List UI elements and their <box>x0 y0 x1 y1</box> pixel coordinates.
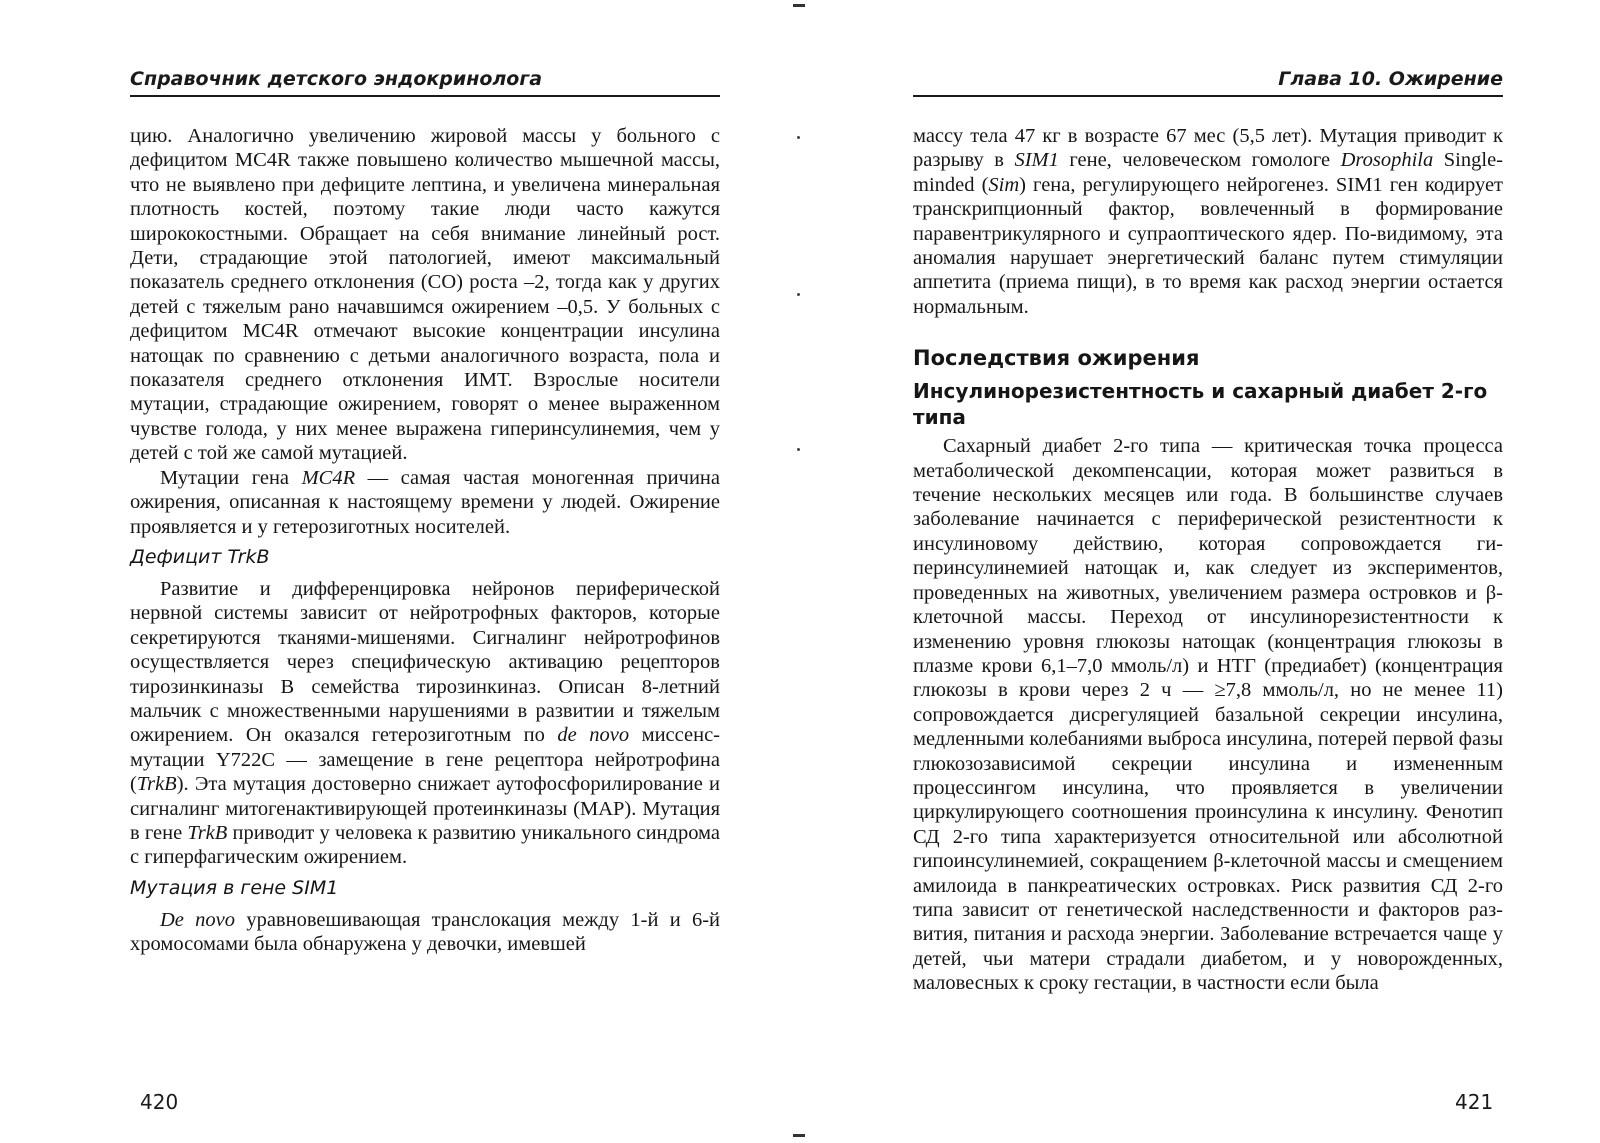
paragraph: массу тела 47 кг в возрасте 67 мес (5,5 лет). Мутация приводит к разрыву в SIM1 гене, человеческом гомологе Drosophila Single-minded (Sim) гена, регулирующего нейрогенез. SIM1 ген кодирует транскрипционный фактор, вовлеченный в формирование паравентрикулярного и супраоптического ядер. По-видимому, эта аномалия нарушает энергетический баланс путем стимуляции аппетита (приема пищи), в то время как расход энергии остается нормальным. <box>913 125 1503 318</box>
section-subheading: Дефицит TrkB <box>130 545 270 568</box>
gene-name: TrkB <box>136 773 177 796</box>
left-page-body <box>130 124 720 957</box>
section-subheading: Мутация в гене SIM1 <box>130 876 339 899</box>
gene-name: SIM1 <box>1014 149 1059 172</box>
gene-name: MC4R <box>301 466 356 489</box>
term-italic: de novo <box>557 724 630 747</box>
right-page-body <box>913 124 1503 996</box>
paragraph: Сахарный диабет 2-го типа — критическая точка процесса метаболической декомпенсации, которая может развиться в течение нескольких месяцев или года. В большинстве случаев заболевание начинается с периферической резистентности к инсулиновому действию, которая сопровождается гиперинсулинемией натощак и, как следует из экспериментов, проведенных на животных, увеличением размера островков и β-клеточной массы. Переход от инсулинорезистентности к изменению уровня глюкозы натощак (концентрация глюкозы в плазме крови 6,1–7,0 ммоль/л) и НТГ (предиабет) (концентрация глюкозы в крови через 2 ч — ≥7,8 ммоль/л, но не менее 11) сопровождается дисрегуляцией базальной секреции инсулина, медленными колебаниями выброса инсулина, потерей первой фазы глюкозозависимой секреции инсулина и измененным процессингом инсулина, что проявляется в увеличении циркулирующего соотношения проинсулина к инсулину. Фенотип СД 2-го типа характеризуется относительной или абсолютной гипоинсулинемией, сокращением β-клеточной массы и смещением амилоида в панкреатических островках. Риск развития СД 2-го типа зависит от генетической наследственности и факторов развития, питания и расхода энергии. Заболевание встречается чаще у детей, чьи матери страдали диабетом, и у новорожденных, маловесных к сроку гестации, в частности если была <box>913 435 1503 995</box>
page-number: 421 <box>1455 1090 1494 1114</box>
subsection-heading: Инсулинорезистентность и сахарный диабет 2-го типа <box>913 379 1488 430</box>
right-page <box>800 0 1600 1143</box>
paragraph: Развитие и дифференцировка нейронов периферической нервной системы зависит от нейротрофных факторов, которые секретируются тканями-мишенями. Сигналинг нейротрофинов осуществляется через специфическую активацию рецепторов тирозинкиназы B семейства тирозинкиназ. Описан 8-летний мальчик с множественными нарушениями в развитии и тяжелым ожирением. Он оказался гетерозиготным по de novo миссенс-мутации Y722C — замещение в гене рецептора нейротрофина (TrkB). Эта мутация достоверно снижает аутофосфорилирование и сигналинг митогенактивирующей протеинкиназы (MAP). Мутация в гене TrkB приводит у человека к развитию уникального синдрома с гиперфагическим ожирением. <box>130 577 720 869</box>
running-head-right: Глава 10. Ожирение <box>913 66 1503 97</box>
paragraph: De novo уравновешивающая транслокация между 1-й и 6-й хромосомами была обнаружена у девочки, имевшей <box>130 908 720 956</box>
running-head-left: Справочник детского эндокринолога <box>130 66 720 97</box>
paragraph: цию. Аналогично увеличению жировой массы у больного с дефицитом MC4R также повышено количество мышечной массы, что не выявлено при дефиците лептина, и увеличена минеральная плотность костей, поэтому такие люди часто кажутся ширококостными. Обращает на себя внимание линейный рост. Дети, страдающие этой патологией, имеют максимальный показатель среднего отклонения (СО) роста –2, тогда как у других детей с тяжелым рано начавшимся ожирением –0,5. У больных с дефицитом MC4R отмечают высокие концентрации инсулина натощак по сравнению с детьми аналогичного возраста, пола и показателя среднего отклонения ИМТ. Взрослые носители мутации, страдающие ожирением, говорят о менее выраженном чувстве голода, у них менее выражена гиперинсулинемия, чем у детей с той же самой мутацией. <box>130 125 720 465</box>
term-italic: Drosophila <box>1340 149 1434 172</box>
section-heading: Последствия ожирения <box>913 346 1200 371</box>
paragraph: Мутации гена MC4R — самая частая моногенная причина ожирения, описанная к настоящему времени у людей. Ожирение проявляется и у гетерозиготных носителей. <box>130 466 720 538</box>
term-italic: De novo <box>160 908 236 931</box>
gene-name: TrkB <box>187 821 228 844</box>
page-number: 420 <box>140 1090 179 1114</box>
gene-name: Sim <box>988 173 1020 196</box>
